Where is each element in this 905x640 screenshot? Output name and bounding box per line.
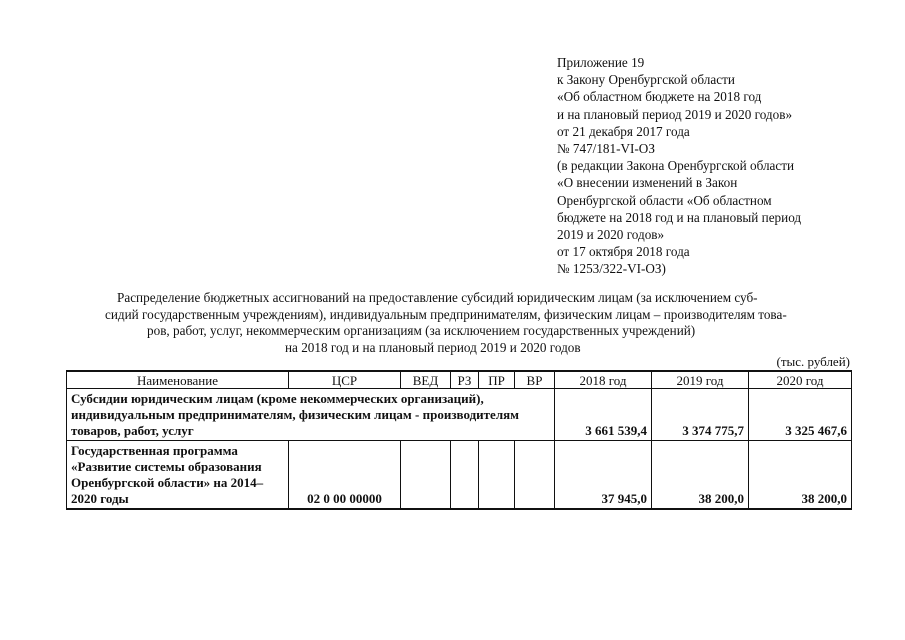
appendix-line: к Закону Оренбургской области <box>557 72 735 88</box>
appendix-line: 2019 и 2020 годов» <box>557 227 665 243</box>
header-2018: 2018 год <box>555 371 652 389</box>
title-line: Распределение бюджетных ассигнований на предоставление субсидий юридическим лицам (за исключением суб- <box>117 290 758 305</box>
row-2018: 37 945,0 <box>555 441 652 510</box>
table-row <box>67 389 852 441</box>
appendix-line: Оренбургской области «Об областном <box>557 192 772 208</box>
appendix-header <box>557 54 877 278</box>
row-2020: 38 200,0 <box>749 441 852 510</box>
appendix-line: № 1253/322-VI-ОЗ) <box>557 261 666 277</box>
header-2019: 2019 год <box>652 371 749 389</box>
header-vr: ВР <box>515 371 555 389</box>
appendix-line: бюджете на 2018 год и на плановый период <box>557 209 802 225</box>
table-header-row <box>67 371 852 389</box>
title-line: на 2018 год и на плановый период 2019 и 2020 годов <box>285 339 581 355</box>
row-name: Субсидии юридическим лицам (кроме некоммерческих организаций), индивидуальным предпринимателям, физическим лицам - производителям товаров, работ, услуг <box>67 389 555 441</box>
row-pr <box>479 441 515 510</box>
row-name: Государственная программа «Развитие системы образования Оренбургской области» на 2014–2020 годы <box>67 441 289 510</box>
row-rz <box>451 441 479 510</box>
header-2020: 2020 год <box>749 371 852 389</box>
budget-table <box>66 370 852 510</box>
appendix-line: (в редакции Закона Оренбургской области <box>557 158 795 174</box>
title-line: ров, работ, услуг, некоммерческим организациям (за исключением государственных учреждений) <box>147 323 696 339</box>
header-name: Наименование <box>67 371 289 389</box>
table-row <box>67 441 852 510</box>
appendix-line: Приложение 19 <box>557 55 645 70</box>
header-pr: ПР <box>479 371 515 389</box>
row-vr <box>515 441 555 510</box>
row-ved <box>401 441 451 510</box>
unit-label: (тыс. рублей) <box>776 354 850 369</box>
header-rz: РЗ <box>451 371 479 389</box>
row-2019: 38 200,0 <box>652 441 749 510</box>
row-2019: 3 374 775,7 <box>652 389 749 441</box>
appendix-line: «О внесении изменений в Закон <box>557 175 738 191</box>
appendix-line: и на плановый период 2019 и 2020 годов» <box>557 106 793 122</box>
document-title <box>105 290 850 356</box>
header-csr: ЦСР <box>289 371 401 389</box>
appendix-line: «Об областном бюджете на 2018 год <box>557 89 762 105</box>
row-2020: 3 325 467,6 <box>749 389 852 441</box>
row-2018: 3 661 539,4 <box>555 389 652 441</box>
appendix-line: № 747/181-VI-ОЗ <box>557 141 655 157</box>
header-ved: ВЕД <box>401 371 451 389</box>
appendix-line: от 17 октября 2018 года <box>557 244 690 260</box>
row-csr: 02 0 00 00000 <box>289 441 401 510</box>
title-line: сидий государственным учреждениям), индивидуальным предпринимателям, физическим лицам – производителям това- <box>105 306 787 322</box>
appendix-line: от 21 декабря 2017 года <box>557 123 690 139</box>
